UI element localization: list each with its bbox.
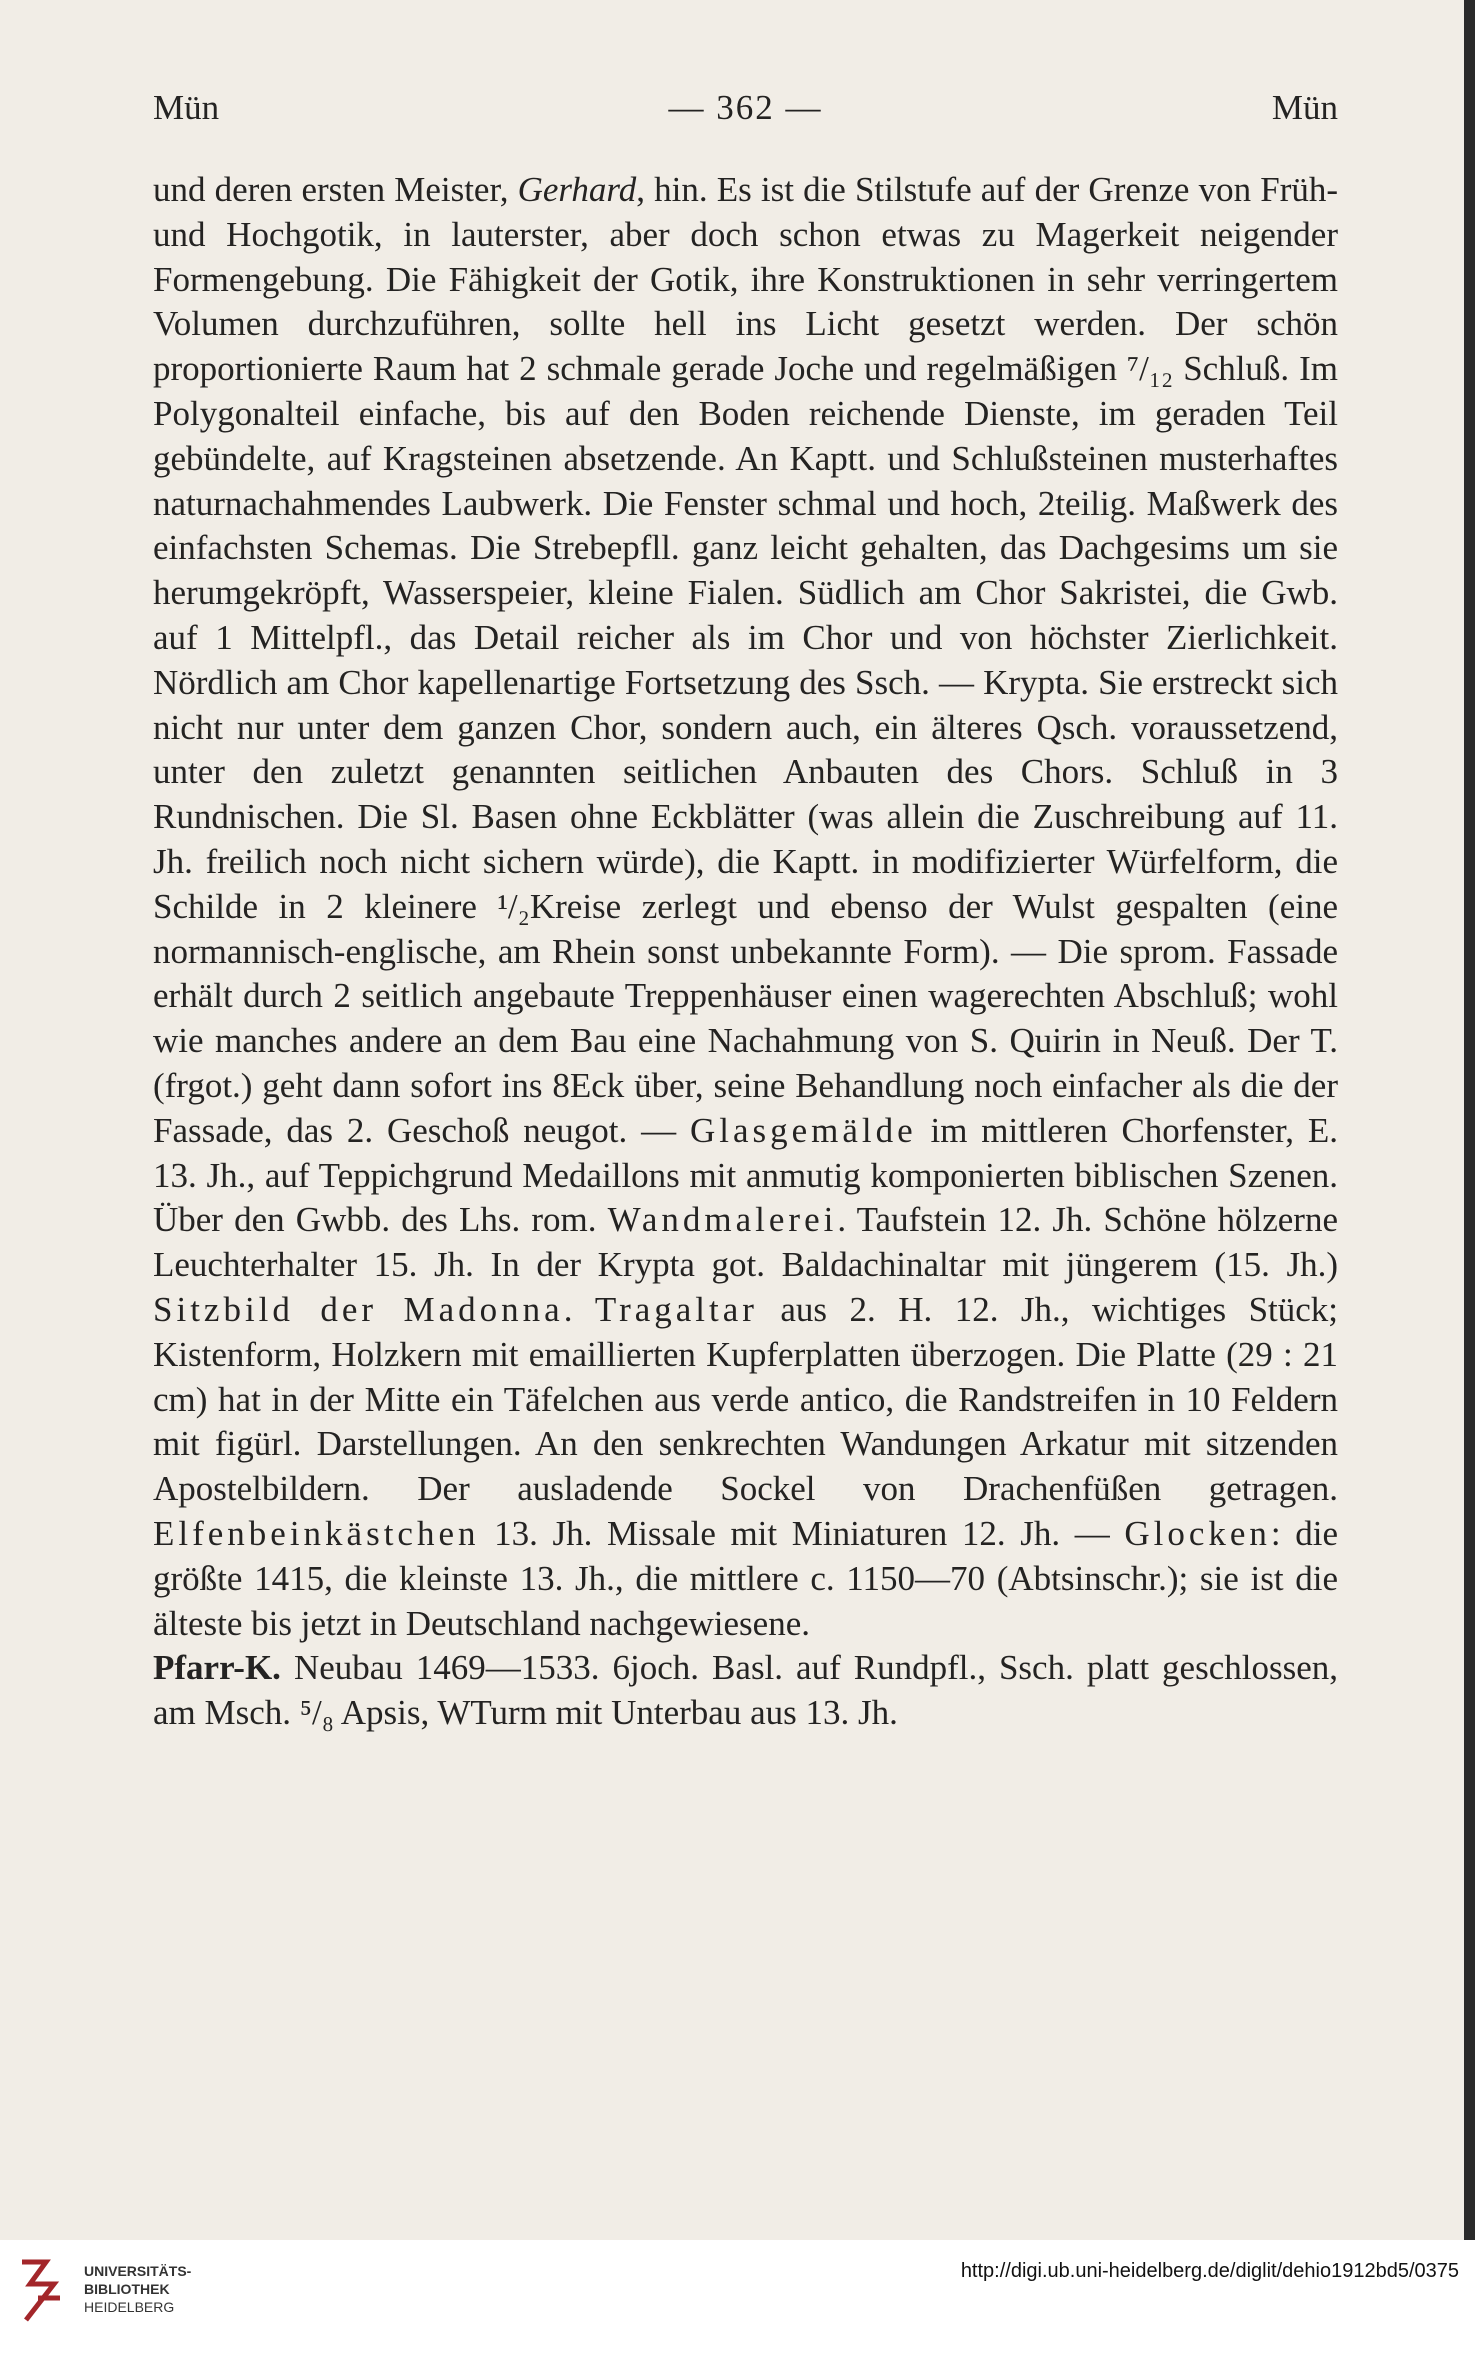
text-segment: Pfarr-K. <box>153 1648 281 1688</box>
text-segment: Sitzbild der Madonna <box>153 1289 564 1329</box>
paragraph <box>153 1646 1338 1736</box>
source-url-link[interactable]: http://digi.ub.uni-heidelberg.de/diglit/dehio1912bd5/0375 <box>960 2260 1459 2282</box>
page-edge <box>1464 0 1475 2240</box>
text-segment: aus 2. H. 12. Jh., wichtiges Stück; Kistenform, Holzkern mit emaillierten Kupferplatten überzogen. Die Platte (29 : 21 cm) hat in der Mitte ein Täfelchen aus verde antico, die Randstreifen in 10 Feldern mit figürl. Darstellungen. An den senkrechten Wandungen Arkatur mit sitzenden Apostelbildern. Der ausladende Sockel von Drachenfüßen getragen. <box>153 1289 1339 1509</box>
text-segment: . Taufstein 12. Jh. Schöne hölzerne Leuchterhalter 15. Jh. In der Krypta got. Baldachinaltar mit jüngerem (15. Jh.) <box>153 1200 1338 1285</box>
footer-bar <box>0 2240 1475 2353</box>
text-segment: Wandmalerei <box>607 1200 838 1240</box>
text-segment: 13. Jh. Missale mit Miniaturen 12. Jh. — <box>479 1513 1125 1553</box>
text-segment: , hin. Es ist die Stilstufe auf der Grenze von Früh- und Hochgotik, in lauterster, aber doch schon etwas zu Magerkeit neigender Formengebung. Die Fähigkeit der Gotik, ihre Konstruktionen in sehr verringertem Volumen durchzuführen, sollte hell ins Licht gesetzt werden. Der schön proportionierte Raum hat 2 schmale gerade Joche und regelmäßigen <box>153 170 1338 389</box>
page-content <box>153 88 1338 1736</box>
text-segment: . <box>563 1289 595 1329</box>
text-segment: Kreise zerlegt und ebenso der Wulst gespalten (eine normannisch-englische, am Rhein sonst unbekannte Form). — Die sprom. Fassade erhält durch 2 seitlich angebaute Treppenhäuser einen wagerechten Abschluß; wohl wie manches andere an dem Bau eine Nachahmung von S. Quirin in Neuß. Der T. (frgot.) geht dann sofort ins 8Eck über, seine Behandlung noch einfacher als die der Fassade, das 2. Geschoß neugot. — <box>153 886 1339 1150</box>
text-segment: Neubau 1469—1533. 6joch. Basl. auf Rundpfl., Ssch. platt geschlossen, am Msch. <box>153 1648 1338 1733</box>
library-line-1: UNIVERSITÄTS- <box>84 2263 192 2279</box>
paragraph <box>153 168 1338 1646</box>
body-text <box>153 168 1338 1736</box>
text-segment: Schluß. Im Polygonalteil einfache, bis auf den Boden reichende Dienste, im geraden Teil gebündelte, auf Kragsteinen absetzende. An Kaptt. und Schlußsteinen musterhaftes naturnachahmendes Laubwerk. Die Fenster schmal und hoch, 2teilig. Maßwerk des einfachsten Schemas. Die Strebepfll. ganz leicht gehalten, das Dachgesims um sie herumgekröpft, Wasserspeier, kleine Fialen. Südlich am Chor Sakristei, die Gwb. auf 1 Mittelpfl., das Detail reicher als im Chor und von höchster Zierlichkeit. Nördlich am Chor kapellenartige Fortsetzung des Ssch. — Krypta. Sie erstreckt sich nicht nur unter dem ganzen Chor, sondern auch, ein älteres Qsch. voraussetzend, unter den zuletzt genannten seitlichen Anbauten des Chors. Schluß in 3 Rundnischen. Die Sl. Basen ohne Eckblätter (was allein die Zuschreibung auf 11. Jh. freilich noch nicht sichern würde), die Kaptt. in modifizierter Würfelform, die Schilde in 2 kleinere <box>153 349 1338 926</box>
text-segment: im mittleren Chorfenster, E. 13. Jh., auf Teppichgrund Medaillons mit anmutig komponierten biblischen Szenen. Über den Gwbb. des Lhs. rom. <box>153 1110 1338 1240</box>
text-segment: ⁵/₈ <box>299 1693 334 1733</box>
header-right: Mün <box>1271 88 1338 127</box>
text-segment: und deren ersten Meister, <box>153 170 518 209</box>
library-line-2: BIBLIOTHEK <box>84 2281 170 2297</box>
header-left: Mün <box>153 88 220 127</box>
text-segment: Elfenbeinkästchen <box>153 1513 480 1553</box>
running-header <box>153 88 1338 148</box>
text-segment: Glocken <box>1124 1513 1271 1553</box>
text-segment: : die größte 1415, die kleinste 13. Jh., die mittlere c. 1150—70 (Abtsinschr.); sie ist die älteste bis jetzt in Deutschland nachgewiesene. <box>153 1513 1339 1643</box>
text-segment: Tragaltar <box>594 1289 758 1329</box>
text-segment: Apsis, WTurm mit Unterbau aus 13. Jh. <box>333 1693 898 1733</box>
text-segment: Glasgemälde <box>689 1110 917 1150</box>
page-number: — 362 — <box>668 88 823 127</box>
library-name <box>84 2262 191 2316</box>
library-logo-icon[interactable] <box>16 2254 66 2328</box>
text-segment: Gerhard <box>517 170 637 209</box>
text-segment: ¹/₂ <box>497 886 530 926</box>
library-line-3: HEIDELBERG <box>84 2299 175 2315</box>
text-segment: ⁷/₁₂ <box>1126 349 1174 389</box>
